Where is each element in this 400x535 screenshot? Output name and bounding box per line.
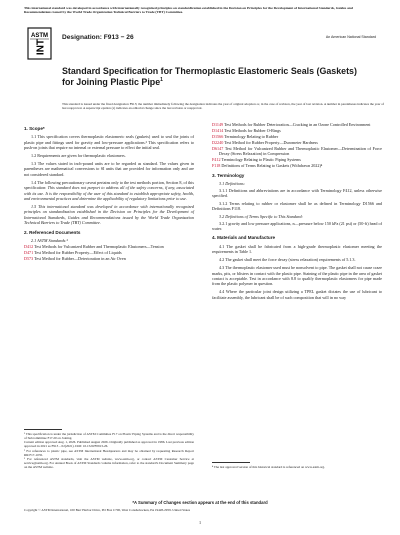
- astm-logo: [27, 27, 52, 60]
- designation: Designation: F913 − 26: [62, 34, 134, 41]
- reference-item: [212, 128, 382, 133]
- document-title: [62, 66, 362, 87]
- summary-of-changes-note: *A Summary of Changes section appears at the end of this standard: [132, 500, 268, 505]
- top-notice: This international standard was developed in accordance with internationally recognized principles on standardization established in the Decision on Principles for the Development of International Standards, Guides and Recommendations issued by the World Trade Organization Technical Barriers to Trade (TBT) Committee.: [24, 6, 353, 15]
- left-column: [24, 122, 194, 262]
- title-text: Standard Specification for Thermoplastic Elastomeric Seals (Gaskets) for Joining Plastic Pipe: [62, 66, 357, 87]
- reference-code-link[interactable]: D471: [24, 250, 34, 256]
- reference-list: [212, 122, 382, 169]
- reference-item: [212, 163, 382, 168]
- footnote-1: ¹ This specification is under the jurisdiction of ASTM Committee F17 on Plastic Piping Systems and is the direct responsibility of Subcommittee F17.20 on Joining.: [24, 432, 194, 441]
- para-1-5: 1.5 This international standard was developed in accordance with internationally recognized principles on standardization established in the Decision on Principles for the Development of International Standards, Guides and Recommendations issued by the World Trade Organization Technical Barriers to Trade (TBT) Committee.: [24, 203, 194, 226]
- para-1-2: 1.2 Requirements are given for thermoplastic elastomers.: [31, 153, 126, 159]
- footnote-2: ² For references to plastic pipe, see ASTM International Headquarters and may be obtained by requesting Research Report RR:F17-1035.: [24, 448, 194, 457]
- reference-title: Test Methods for Rubber Deterioration—Cracking in an Ozone Controlled Environment: [224, 122, 371, 127]
- right-column: [212, 122, 382, 303]
- svg-text:INT: INT: [35, 38, 47, 56]
- section-heading-referenced-documents: 2. Referenced Documents: [24, 229, 81, 235]
- reference-code-link[interactable]: D412: [24, 244, 34, 250]
- para-1-4-caveat: 1.4 The following precautionary caveat pertains only to the test methods portion, Section 8, of this specification:: [24, 179, 194, 191]
- reference-title: Test Method for Rubber—Deterioration in an Air Oven: [34, 256, 126, 262]
- reference-code-link[interactable]: D1149: [212, 122, 224, 127]
- reference-code-link[interactable]: D1414: [212, 128, 224, 133]
- reference-title: Terminology Relating to Rubber: [224, 134, 279, 139]
- reference-title: Test Method for Vulcanized Rubber and Thermoplastic Elastomer—Determination of Force Decay (Stress Relaxation) in Compression: [219, 146, 382, 157]
- para-3-1-1: 3.1.1 Definitions and abbreviations are in accordance with Terminology F412, unless otherwise specified.: [212, 187, 382, 199]
- reference-item: [24, 256, 194, 261]
- para-1-1: 1.1 This specification covers thermoplastic elastomeric seals (gaskets) used to seal the joints of plastic pipe and fittings used for gravity and low-pressure applications.² This specification refers to push-on joints that require no internal or external pressure to effect the initial seal.: [24, 134, 194, 151]
- para-4-3: 4.3 The thermoplastic elastomer used must be nonsolvent to pipe. The gasket shall not cause craze marks, pits, or blisters in contact with the plastic pipe. Staining of the plastic pipe in the area of gasket contact is acceptable. Test in accordance with 8.8 to qualify thermoplastic elastomers for pipe made from the plastic polymer in question.: [212, 265, 382, 287]
- reference-code-link[interactable]: F118: [212, 163, 221, 169]
- reference-item: [24, 250, 194, 255]
- specific-definitions-subheading: 3.2 Definitions of Terms Specific to This Standard:: [219, 214, 303, 220]
- reference-item: [212, 157, 382, 162]
- reference-code-link[interactable]: D573: [24, 256, 34, 262]
- footnote-1-edition: Current edition approved Aug. 1, 2026. Published August 2026. Originally published as approved in 1986. Last previous edition approved in 2021 as F913 – 02(2021). DOI: 10.1520/F0913-26.: [24, 440, 194, 449]
- page-number: 1: [198, 520, 202, 525]
- svg-text:ASTM: ASTM: [31, 33, 48, 39]
- footnotes-left: [24, 432, 194, 469]
- astm-standards-subheading: 2.1 ASTM Standards:³: [31, 237, 68, 243]
- para-4-1: 4.1 The gasket shall be fabricated from a high-grade thermoplastic elastomer meeting the requirements in Table 1.: [212, 243, 382, 255]
- copyright-line: Copyright © ASTM International, 100 Barr Harbor Drive, PO Box C700, West Conshohocken, PA 19428-2959. United States: [24, 508, 191, 512]
- para-1-3: 1.3 The values stated in inch-pound units are to be regarded as standard. The values given in parentheses are mathematical conversions to SI units that are provided for information only and are not considered standard.: [24, 161, 194, 177]
- issuance-note: This standard is issued under the fixed designation F913; the number immediately following the designation indicates the year of original adoption or, in the case of revision, the year of last revision. A number in parentheses indicates the year of last reapproval. A superscript epsilon (ε) indicates an editorial change since the last revision or reapproval.: [62, 102, 384, 111]
- section-heading-scope: 1. Scope*: [24, 126, 45, 131]
- reference-title: Terminology Relating to Plastic Piping Systems: [221, 157, 301, 163]
- para-4-2: 4.2 The gasket shall meet the force decay (stress relaxation) requirements of 5.1.3.: [219, 257, 356, 263]
- para-3-2-1: 3.2.1 gravity and low pressure applications, n—pressure below 150 kPa (21 psi) or (50-ft) head of water.: [212, 220, 382, 232]
- reference-item: [212, 140, 382, 145]
- reference-title: Test Method for Rubber Property—Effect of Liquids: [34, 250, 122, 256]
- reference-title: Definitions of Terms Relating to Gaskets (Withdrawn 2022)⁴: [221, 163, 323, 169]
- footnote-rule-right: [212, 462, 250, 463]
- reference-code-link[interactable]: F412: [212, 157, 221, 163]
- reference-item: [212, 134, 382, 139]
- reference-title: Test Methods for Rubber O-Rings: [224, 128, 281, 133]
- title-footnote-mark: 1: [160, 76, 163, 83]
- para-1-4-safety: This standard does not purport to address all of the safety concerns, if any, associated with its use. It is the responsibility of the user of this standard to establish appropriate safety, health, and environmental practices and determine the applicability of regulatory limitations prior to use.: [24, 185, 194, 201]
- reference-item: [24, 244, 194, 249]
- an-standard-note: An American National Standard: [325, 35, 376, 39]
- footnote-3: ³ For referenced ASTM standards, visit the ASTM website, www.astm.org, or contact ASTM Customer Service at service@astm.org. For Annual Book of ASTM Standards volume information, refer to the standard's Document Summary page on the ASTM website.: [24, 456, 194, 470]
- footnote-rule-left: [24, 429, 62, 430]
- reference-code-link[interactable]: D1566: [212, 134, 224, 139]
- reference-code-link[interactable]: D2240: [212, 140, 224, 145]
- reference-title: Test Method for Rubber Property—Durometer Hardness: [224, 140, 318, 145]
- section-heading-terminology: 3. Terminology: [212, 172, 245, 178]
- reference-code-link[interactable]: D6147: [212, 146, 224, 151]
- reference-title: Test Methods for Vulcanized Rubber and Thermoplastic Elastomers—Tension: [34, 244, 164, 250]
- para-3-1-2: 3.1.2 Terms relating to rubber or elastomer shall be as defined in Terminology D1566 and Definitions F118.: [212, 200, 382, 212]
- section-heading-materials: 4. Materials and Manufacture: [212, 235, 276, 241]
- footnote-4: ⁴ The last approved version of this historical standard is referenced on www.astm.org.: [212, 465, 325, 469]
- reference-item: [212, 122, 382, 127]
- para-1-4: [24, 180, 194, 202]
- reference-item: [212, 146, 382, 157]
- definitions-subheading: 3.1 Definitions:: [219, 181, 245, 187]
- para-4-4: 4.4 Where the particular joint design utilizing a TPEL gasket dictates the use of lubricant to facilitate assembly, the lubricant shall be of such composition that will in no way: [212, 289, 382, 300]
